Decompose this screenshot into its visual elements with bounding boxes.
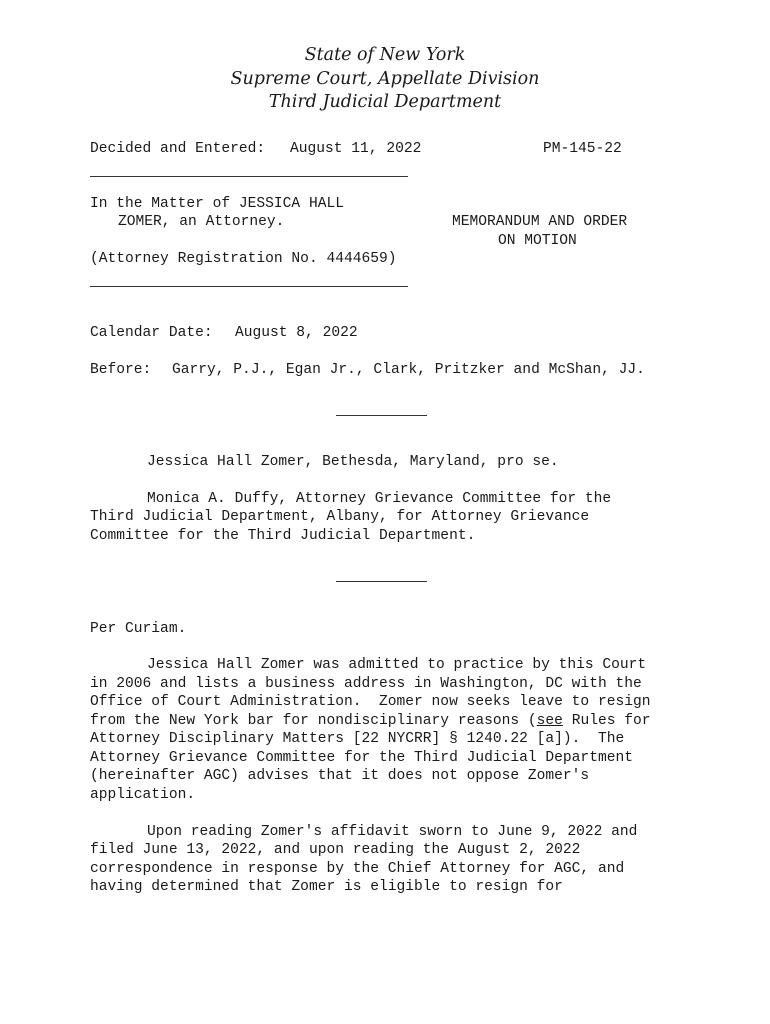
para1-line5: Attorney Disciplinary Matters [22 NYCRR] § 1240.22 [a]). The xyxy=(90,731,625,747)
para1-line2: in 2006 and lists a business address in Washington, DC with the xyxy=(90,676,642,692)
para1-line3: Office of Court Administration. Zomer now seeks leave to resign xyxy=(90,694,651,710)
appearance-petitioner-line1: Monica A. Duffy, Attorney Grievance Committee for the xyxy=(147,491,612,507)
docket-number: PM-145-22 xyxy=(543,141,622,157)
before-judges: Garry, P.J., Egan Jr., Clark, Pritzker and McShan, JJ. xyxy=(172,362,645,378)
appearance-petitioner-line2: Third Judicial Department, Albany, for Attorney Grievance xyxy=(90,509,590,525)
section-divider-2 xyxy=(336,581,427,582)
signal-see: see xyxy=(536,713,563,729)
calendar-label: Calendar Date: xyxy=(90,325,213,341)
section-divider-1 xyxy=(336,415,427,416)
para1-line4-a: from the New York bar for nondisciplinary reasons ( xyxy=(90,713,537,729)
caption-rule-top xyxy=(90,176,408,177)
caption-matter-line1: In the Matter of JESSICA HALL xyxy=(90,196,344,212)
court-header-department: Third Judicial Department xyxy=(268,92,502,112)
para1-line4 xyxy=(90,712,651,731)
para2-line2: filed June 13, 2022, and upon reading the August 2, 2022 xyxy=(90,842,581,858)
appearance-respondent: Jessica Hall Zomer, Bethesda, Maryland, pro se. xyxy=(147,454,559,470)
para2-line1: Upon reading Zomer's affidavit sworn to June 9, 2022 and xyxy=(147,824,638,840)
opinion-author: Per Curiam. xyxy=(90,621,187,637)
para1-line6: Attorney Grievance Committee for the Third Judicial Department xyxy=(90,750,633,766)
court-header-state: State of New York xyxy=(304,45,466,65)
court-header-court: Supreme Court, Appellate Division xyxy=(230,68,540,89)
para1-line4-b: Rules for xyxy=(562,713,651,729)
calendar-date: August 8, 2022 xyxy=(235,325,358,341)
caption-registration: (Attorney Registration No. 4444659) xyxy=(90,251,397,267)
caption-matter-line2: ZOMER, an Attorney. xyxy=(118,214,285,230)
before-label: Before: xyxy=(90,362,152,378)
court-header xyxy=(0,44,770,115)
appearance-petitioner-line3: Committee for the Third Judicial Department. xyxy=(90,528,476,544)
para1-line7: (hereinafter AGC) advises that it does not oppose Zomer's xyxy=(90,768,590,784)
doc-type-line1: MEMORANDUM AND ORDER xyxy=(452,214,628,230)
para1-line1: Jessica Hall Zomer was admitted to practice by this Court xyxy=(147,657,647,673)
caption-rule-bottom xyxy=(90,286,408,287)
para2-line3: correspondence in response by the Chief Attorney for AGC, and xyxy=(90,861,625,877)
doc-type-line2: ON MOTION xyxy=(498,233,577,249)
decided-label: Decided and Entered: xyxy=(90,141,266,157)
decided-date: August 11, 2022 xyxy=(290,141,422,157)
para1-line8: application. xyxy=(90,787,196,803)
para2-line4: having determined that Zomer is eligible to resign for xyxy=(90,879,563,895)
